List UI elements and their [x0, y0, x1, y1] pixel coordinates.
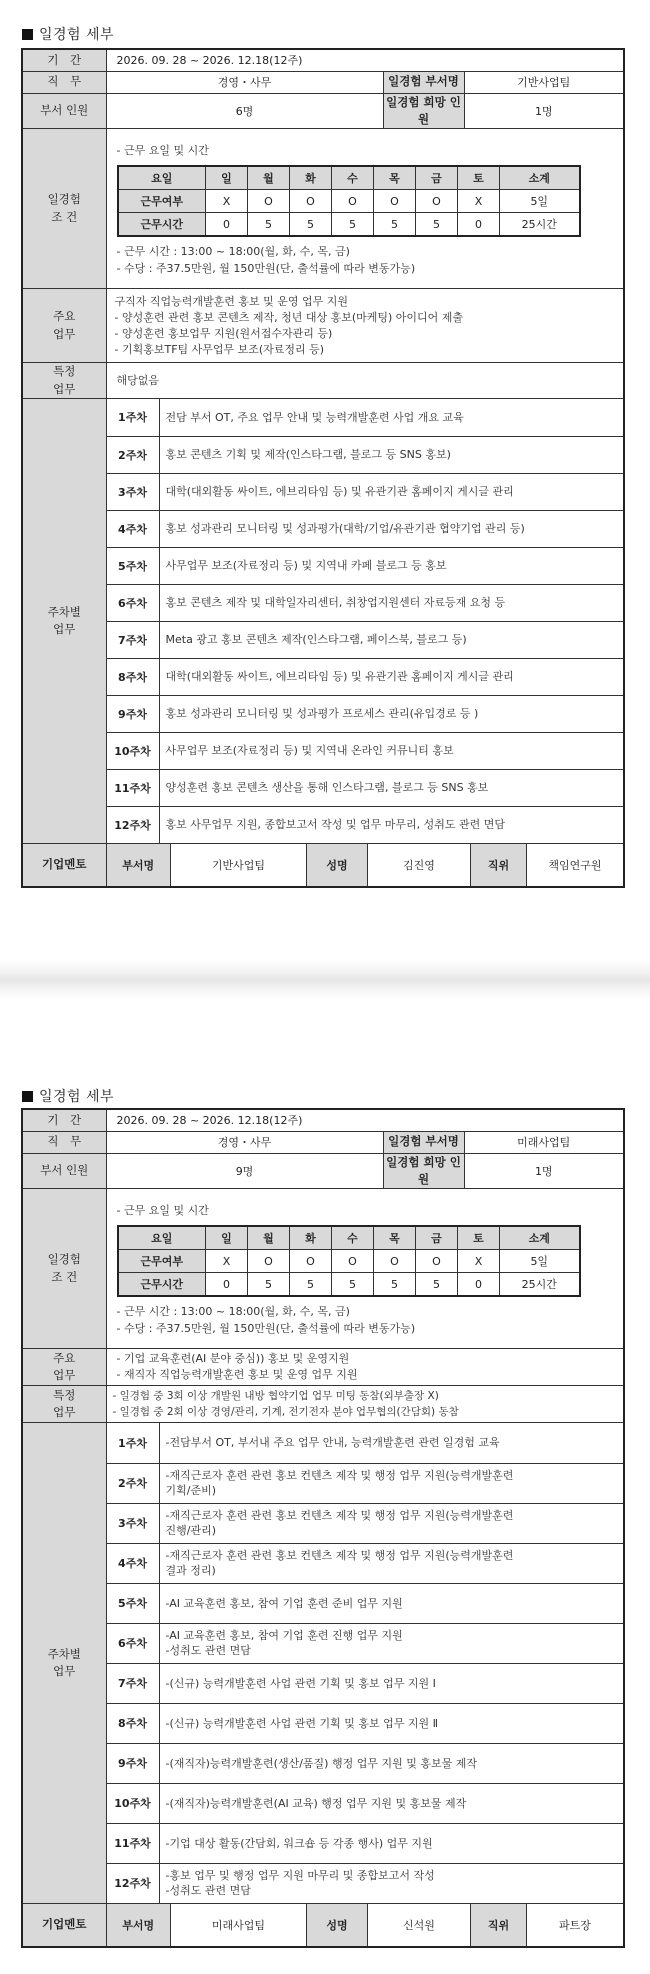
mentor-name-value: 신석원 [368, 1904, 471, 1946]
week-label: 4주차 [107, 510, 160, 547]
weekly-duties-label [22, 1423, 106, 1904]
schedule-header-cell: 목 [374, 166, 416, 190]
week-label: 2주차 [107, 1463, 160, 1503]
schedule-cell: O [374, 1250, 416, 1273]
week-task: 홍보 성과관리 모니터링 및 성과평가 프로세스 관리(유입경로 등 ) [159, 695, 623, 732]
schedule-cell: O [332, 190, 374, 213]
schedule-cell: 5 [374, 1273, 416, 1297]
section-heading-2 [22, 1086, 114, 1106]
work-schedule-table [117, 165, 581, 237]
schedule-row-label: 근무여부 [118, 1250, 206, 1273]
schedule-cell: 5 [374, 213, 416, 237]
main-duty-line: - 기업 교육훈련(AI 분야 중심)) 홍보 및 운영지원 [116, 1352, 350, 1365]
week-row [107, 1743, 624, 1783]
schedule-cell: O [416, 1250, 458, 1273]
main-duty-line: 구직자 직업능력개발훈련 홍보 및 운영 업무 지원 [114, 294, 348, 308]
week-task [159, 1663, 623, 1703]
dept-staff-value: 9명 [106, 1153, 383, 1189]
work-hours-note: - 근무 시간 : 13:00 ~ 18:00(월, 화, 수, 목, 금) [116, 1305, 350, 1318]
week-label: 10주차 [107, 1783, 160, 1823]
allowance-note: - 수당 : 주37.5만원, 월 150만원(단, 출석률에 따라 변동가능) [116, 262, 416, 275]
schedule-row-hours [118, 213, 580, 237]
special-duty-line: - 일경험 중 2회 이상 경영/관리, 기계, 전기전자 분야 업무협의(간담회) 동참 [112, 1406, 459, 1418]
schedule-header-cell: 요일 [118, 166, 206, 190]
weekly-duties-label-line-1: 주차별 [47, 604, 81, 619]
weekly-duties-label-line-2: 업무 [53, 622, 76, 636]
special-duties-cell [106, 363, 624, 399]
week-row [107, 584, 624, 621]
conditions-label-line-1: 일경험 [47, 192, 81, 207]
weekly-duties-cell [106, 399, 624, 844]
schedule-cell: 0 [458, 1273, 500, 1297]
week-task-line: -기업 대상 활동(간담회, 워크숍 등 각종 행사) 업무 지원 [165, 1836, 433, 1850]
period-label: 기 간 [22, 49, 106, 71]
week-row [107, 769, 624, 806]
schedule-cell: 0 [206, 1273, 248, 1297]
week-label: 1주차 [107, 1423, 160, 1463]
week-row [107, 436, 624, 473]
duty-value: 경영・사무 [106, 1131, 383, 1153]
schedule-header-cell: 수 [332, 166, 374, 190]
special-duties-label [22, 363, 106, 399]
dept-name-value: 미래사업팀 [464, 1131, 624, 1153]
week-task: 홍보 성과관리 모니터링 및 성과평가(대학/기업/유관기관 협약기업 관리 등) [159, 510, 623, 547]
week-task: 홍보 콘텐츠 기획 및 제작(인스타그램, 블로그 등 SNS 홍보) [159, 436, 623, 473]
schedule-cell: X [458, 190, 500, 213]
work-experience-table-2 [21, 1108, 625, 1948]
week-row [107, 732, 624, 769]
week-task: 양성훈련 홍보 콘텐츠 생산을 통해 인스타그램, 블로그 등 SNS 홍보 [159, 769, 623, 806]
dept-staff-value: 6명 [106, 93, 383, 129]
week-task: Meta 광고 홍보 콘텐츠 제작(인스타그램, 페이스북, 블로그 등) [159, 621, 623, 658]
schedule-header-cell: 금 [416, 1226, 458, 1250]
schedule-header-row [118, 1226, 580, 1250]
section-heading-1 [22, 24, 114, 44]
weekly-duties-table [107, 399, 624, 843]
week-row [107, 695, 624, 732]
week-row [107, 1783, 624, 1823]
schedule-row-label: 근무시간 [118, 1273, 206, 1297]
week-row [107, 806, 624, 843]
main-duties-label [22, 1349, 106, 1386]
schedule-cell: 0 [458, 213, 500, 237]
square-bullet-icon [22, 29, 33, 40]
conditions-intro: - 근무 요일 및 시간 [116, 144, 209, 157]
main-duty-line: - 양성훈련 홍보업무 지원(원서접수자관리 등) [114, 326, 333, 340]
week-task: 대학(대외활동 싸이트, 에브리타임 등) 및 유관기관 홈페이지 게시글 관리 [159, 658, 623, 695]
week-label: 6주차 [107, 584, 160, 621]
duty-value: 경영・사무 [106, 71, 383, 93]
week-task [159, 1583, 623, 1623]
special-duties-cell [106, 1386, 624, 1423]
desired-count-label: 일경험 희망 인원 [383, 93, 464, 129]
week-row [107, 1663, 624, 1703]
week-label: 3주차 [107, 473, 160, 510]
conditions-label [22, 129, 106, 289]
mentor-dept-label: 부서명 [107, 844, 171, 886]
dept-name-label: 일경험 부서명 [383, 1131, 464, 1153]
mentor-cell [106, 844, 624, 888]
week-label: 12주차 [107, 1863, 160, 1903]
period-value: 2026. 09. 28 ~ 2026. 12.18(12주) [106, 1109, 624, 1131]
week-task: 전담 부서 OT, 주요 업무 안내 및 능력개발훈련 사업 개요 교육 [159, 399, 623, 436]
week-task: 사무업무 보조(자료정리 등) 및 지역내 온라인 커뮤니티 홍보 [159, 732, 623, 769]
week-task [159, 1743, 623, 1783]
schedule-header-cell: 소계 [500, 166, 580, 190]
week-task [159, 1783, 623, 1823]
schedule-header-cell: 일 [206, 166, 248, 190]
special-duty-line: - 일경험 중 3회 이상 개발원 내방 협약기업 업무 미팅 동참(외부출장 X) [112, 1390, 439, 1402]
week-label: 9주차 [107, 695, 160, 732]
schedule-cell: 5 [290, 1273, 332, 1297]
schedule-cell: O [374, 190, 416, 213]
week-label: 7주차 [107, 1663, 160, 1703]
mentor-position-value: 책임연구원 [548, 859, 602, 872]
week-label: 5주차 [107, 547, 160, 584]
week-row [107, 658, 624, 695]
week-task: 홍보 사무업무 지원, 종합보고서 작성 및 업무 마무리, 성취도 관련 면담 [165, 818, 505, 832]
week-label: 11주차 [107, 1823, 160, 1863]
schedule-header-cell: 소계 [500, 1226, 580, 1250]
schedule-cell: 25시간 [500, 1273, 580, 1297]
duty-label: 직 무 [22, 71, 106, 93]
week-task [159, 1463, 623, 1503]
dept-staff-label: 부서 인원 [22, 93, 106, 129]
dept-name-value: 기반사업팀 [464, 71, 624, 93]
week-row [107, 1463, 624, 1503]
week-label: 10주차 [107, 732, 160, 769]
week-row [107, 1583, 624, 1623]
schedule-cell: 0 [206, 213, 248, 237]
week-row [107, 1503, 624, 1543]
work-hours-note: - 근무 시간 : 13:00 ~ 18:00(월, 화, 수, 목, 금) [116, 245, 350, 258]
week-row [107, 1543, 624, 1583]
conditions-label-line-1: 일경험 [47, 1252, 81, 1267]
special-duties-label-line-2: 업무 [53, 1405, 76, 1419]
week-task [159, 1423, 623, 1463]
desired-count-value: 1명 [464, 1153, 624, 1189]
dept-name-label: 일경험 부서명 [383, 71, 464, 93]
week-label: 9주차 [107, 1743, 160, 1783]
schedule-cell: 5일 [500, 190, 580, 213]
week-label: 6주차 [107, 1623, 160, 1663]
duty-label: 직 무 [22, 1131, 106, 1153]
week-label: 4주차 [107, 1543, 160, 1583]
week-task-line: -재직근로자 훈련 관련 홍보 컨텐츠 제작 및 행정 업무 지원(능력개발훈련 [165, 1549, 514, 1562]
week-task-line: 결과 정리) [165, 1564, 216, 1577]
week-task-line: -성취도 관련 면담 [165, 1644, 251, 1657]
special-duties-label-line-1: 특정 [53, 364, 76, 379]
week-task [159, 1623, 623, 1663]
main-duties-label-line-1: 주요 [53, 309, 76, 324]
mentor-position-value: 파트장 [559, 1919, 591, 1932]
week-task-line: -재직근로자 훈련 관련 홍보 컨텐츠 제작 및 행정 업무 지원(능력개발훈련 [165, 1469, 514, 1482]
mentor-name-label: 성명 [307, 1904, 368, 1946]
section-heading-text: 일경험 세부 [39, 1089, 115, 1105]
week-task-line: 기획/준비) [165, 1484, 217, 1497]
schedule-cell: O [290, 1250, 332, 1273]
conditions-label-line-2: 조 건 [51, 209, 78, 224]
week-task-line: -성취도 관련 면담 [165, 1884, 251, 1898]
mentor-dept-value: 기반사업팀 [171, 844, 307, 886]
page-separator [0, 960, 650, 1000]
weekly-duties-label-line-1: 주차별 [47, 1646, 81, 1661]
schedule-header-cell: 금 [416, 166, 458, 190]
week-label: 1주차 [107, 399, 160, 436]
square-bullet-icon [22, 1091, 33, 1102]
schedule-cell: X [206, 1250, 248, 1273]
week-task [159, 1503, 623, 1543]
schedule-row-hours [118, 1273, 580, 1297]
schedule-row-label: 근무시간 [118, 213, 206, 237]
weekly-duties-label-line-2: 업무 [53, 1664, 76, 1678]
main-duties-label-line-2: 업무 [53, 1368, 76, 1382]
week-task [159, 1543, 623, 1583]
week-label: 7주차 [107, 621, 160, 658]
week-task: 대학(대외활동 싸이트, 에브리타임 등) 및 유관기관 홈페이지 게시글 관리 [159, 473, 623, 510]
schedule-cell: O [248, 1250, 290, 1273]
schedule-header-cell: 화 [290, 1226, 332, 1250]
main-duties-label-line-2: 업무 [53, 326, 76, 341]
week-label: 5주차 [107, 1583, 160, 1623]
mentor-name-value: 김진영 [368, 844, 471, 886]
schedule-row-workday [118, 1250, 580, 1273]
week-label: 12주차 [107, 806, 160, 843]
main-duties-cell [106, 289, 624, 363]
schedule-cell: X [206, 190, 248, 213]
schedule-row-workday [118, 190, 580, 213]
schedule-header-cell: 일 [206, 1226, 248, 1250]
week-row [107, 473, 624, 510]
mentor-row [22, 1904, 624, 1948]
week-row [107, 1623, 624, 1663]
weekly-duties-label [22, 399, 106, 844]
schedule-cell: 5 [248, 213, 290, 237]
mentor-cell [106, 1904, 624, 1948]
week-row [107, 547, 624, 584]
week-task-line: -전담부서 OT, 부서내 주요 업무 안내, 능력개발훈련 관련 일경험 교육 [165, 1436, 500, 1450]
week-task: 홍보 콘텐츠 제작 및 대학일자리센터, 취창업지원센터 자료등재 요청 등 [159, 584, 623, 621]
week-row [107, 1423, 624, 1463]
conditions-cell [106, 1189, 624, 1349]
week-row [107, 1703, 624, 1743]
schedule-cell: 5 [416, 213, 458, 237]
week-task-line: -홍보 업무 및 행정 업무 지원 마무리 및 종합보고서 작성 [165, 1869, 435, 1883]
week-task-line: -AI 교육훈련 홍보, 참여 기업 훈련 진행 업무 지원 [165, 1629, 403, 1642]
conditions-label-line-2: 조 건 [51, 1269, 78, 1284]
schedule-cell: 5일 [500, 1250, 580, 1273]
special-duties-label-line-2: 업무 [53, 381, 76, 396]
weekly-duties-cell [106, 1423, 624, 1904]
main-duties-cell [106, 1349, 624, 1386]
schedule-cell: O [248, 190, 290, 213]
week-task [159, 1823, 623, 1863]
weekly-duties-table [107, 1423, 624, 1903]
schedule-cell: 25시간 [500, 213, 580, 237]
schedule-header-row [118, 166, 580, 190]
special-duty-line: 해당없음 [116, 373, 160, 387]
week-row [107, 510, 624, 547]
week-label: 3주차 [107, 1503, 160, 1543]
week-row [107, 1823, 624, 1863]
desired-count-value: 1명 [464, 93, 624, 129]
mentor-dept-value: 미래사업팀 [171, 1904, 307, 1946]
schedule-cell: 5 [332, 213, 374, 237]
main-duty-line: - 재직자 직업능력개발훈련 홍보 및 운영 업무 지원 [116, 1368, 358, 1381]
schedule-header-cell: 요일 [118, 1226, 206, 1250]
work-schedule-table [117, 1225, 581, 1297]
schedule-cell: O [332, 1250, 374, 1273]
week-task-line: -(신규) 능력개발훈련 사업 관련 기획 및 홍보 업무 지원 Ⅱ [165, 1716, 439, 1730]
allowance-note: - 수당 : 주37.5만원, 월 150만원(단, 출석률에 따라 변동가능) [116, 1322, 416, 1335]
week-task-line: -(재직자)능력개발훈련(AI 교육) 행정 업무 지원 및 홍보물 제작 [165, 1796, 467, 1810]
mentor-label: 기업멘토 [22, 1904, 106, 1948]
week-label: 8주차 [107, 1703, 160, 1743]
dept-staff-label: 부서 인원 [22, 1153, 106, 1189]
week-row [107, 621, 624, 658]
schedule-cell: O [290, 190, 332, 213]
week-task [159, 1863, 623, 1903]
mentor-position-label: 직위 [471, 1904, 527, 1946]
schedule-header-cell: 목 [374, 1226, 416, 1250]
desired-count-label: 일경험 희망 인원 [383, 1153, 464, 1189]
mentor-row [22, 844, 624, 888]
week-row [107, 1863, 624, 1903]
schedule-cell: 5 [290, 213, 332, 237]
schedule-header-cell: 수 [332, 1226, 374, 1250]
schedule-header-cell: 월 [248, 1226, 290, 1250]
schedule-cell: 5 [248, 1273, 290, 1297]
work-experience-table-1 [21, 48, 625, 888]
main-duty-line: - 기획홍보TF팀 사무업무 보조(자료정리 등) [114, 342, 325, 356]
schedule-row-label: 근무여부 [118, 190, 206, 213]
week-task-line: -(재직자)능력개발훈련(생산/품질) 행정 업무 지원 및 홍보물 제작 [165, 1756, 477, 1770]
schedule-header-cell: 화 [290, 166, 332, 190]
conditions-intro: - 근무 요일 및 시간 [116, 1204, 209, 1217]
period-label: 기 간 [22, 1109, 106, 1131]
week-task-line: 진행/관리) [165, 1524, 217, 1537]
schedule-header-cell: 월 [248, 166, 290, 190]
special-duties-label [22, 1386, 106, 1423]
week-label: 2주차 [107, 436, 160, 473]
main-duties-label-line-1: 주요 [53, 1350, 76, 1365]
main-duties-label [22, 289, 106, 363]
special-duties-label-line-1: 특정 [53, 1387, 76, 1402]
schedule-cell: 5 [416, 1273, 458, 1297]
period-value: 2026. 09. 28 ~ 2026. 12.18(12주) [106, 49, 624, 71]
week-row [107, 399, 624, 436]
mentor-position-label: 직위 [471, 844, 527, 886]
week-task: 사무업무 보조(자료정리 등) 및 지역내 카페 블로그 등 홍보 [159, 547, 623, 584]
schedule-header-cell: 토 [458, 1226, 500, 1250]
week-task-line: -재직근로자 훈련 관련 홍보 컨텐츠 제작 및 행정 업무 지원(능력개발훈련 [165, 1509, 514, 1522]
schedule-cell: 5 [332, 1273, 374, 1297]
mentor-label: 기업멘토 [22, 844, 106, 888]
week-task-line: -AI 교육훈련 홍보, 참여 기업 훈련 준비 업무 지원 [165, 1596, 403, 1610]
week-task-line: -(신규) 능력개발훈련 사업 관련 기획 및 홍보 업무 지원 Ⅰ [165, 1676, 436, 1690]
schedule-cell: X [458, 1250, 500, 1273]
conditions-label [22, 1189, 106, 1349]
week-label: 11주차 [107, 769, 160, 806]
main-duty-line: - 양성훈련 관련 홍보 콘텐츠 제작, 청년 대상 홍보(마케팅) 아이디어 제출 [114, 310, 464, 324]
mentor-dept-label: 부서명 [107, 1904, 171, 1946]
conditions-cell [106, 129, 624, 289]
schedule-header-cell: 토 [458, 166, 500, 190]
week-task [159, 1703, 623, 1743]
week-label: 8주차 [107, 658, 160, 695]
mentor-name-label: 성명 [307, 844, 368, 886]
schedule-cell: O [416, 190, 458, 213]
section-heading-text: 일경험 세부 [39, 27, 115, 43]
